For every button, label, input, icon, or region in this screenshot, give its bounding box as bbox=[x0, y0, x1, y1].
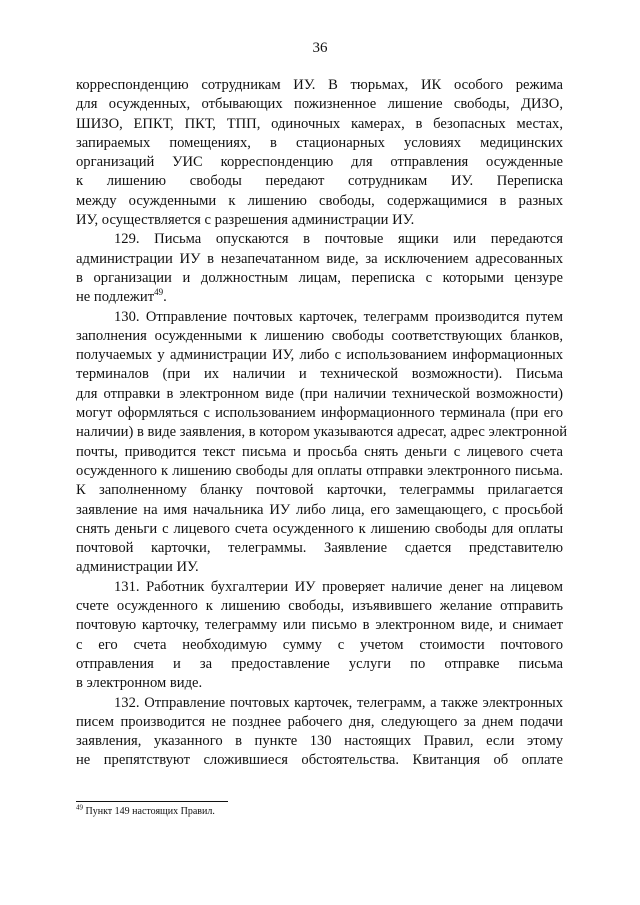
text-line-content: в организации и должностным лицам, переписка с которыми цензуре bbox=[76, 269, 563, 286]
text-line bbox=[76, 732, 563, 751]
text-line-content: снять деньги с лицевого счета осужденного к лишению свободы для оплаты bbox=[76, 520, 563, 537]
text-line-content: получаемых у администрации ИУ, либо с использованием информационных bbox=[76, 347, 563, 364]
text-line-content: почты, приводится текст письма и просьба снять деньги с лицевого счета bbox=[76, 443, 563, 460]
text-line-content: писем производится не позднее рабочего дня, следующего за днем подачи bbox=[76, 713, 563, 730]
text-line bbox=[76, 385, 563, 404]
text-line-content: не подлежит bbox=[76, 289, 155, 306]
text-line-content: для отправки в электронном виде (при наличии технической возможности) bbox=[76, 385, 563, 402]
text-line bbox=[76, 404, 563, 423]
text-line bbox=[76, 636, 563, 655]
text-line-content: почтовой карточки, телеграммы. Заявление сдается представителю bbox=[76, 540, 563, 557]
text-line bbox=[76, 520, 563, 539]
text-line-content: терминалов (при их наличии и технической возможности). Письма bbox=[76, 366, 563, 383]
text-line-content: осужденного к лишению свободы для оплаты отправки электронного письма. bbox=[76, 462, 563, 479]
text-line-content: заявление на имя начальника ИУ либо лица, его замещающего, с просьбой bbox=[76, 501, 563, 518]
text-line bbox=[76, 365, 563, 384]
text-line bbox=[76, 462, 563, 481]
text-line-content: в электронном виде. bbox=[76, 675, 203, 692]
text-line-content: администрации ИУ. bbox=[76, 559, 199, 576]
text-line-content: заявления, указанного в пункте 130 настоящих Правил, если этому bbox=[76, 733, 563, 750]
text-line bbox=[76, 288, 563, 307]
text-line bbox=[76, 616, 563, 635]
footnote-divider bbox=[76, 801, 228, 802]
text-line bbox=[76, 501, 563, 520]
page-number: 36 bbox=[312, 40, 328, 56]
text-line bbox=[76, 346, 563, 365]
text-line-content: между осужденными к лишению свободы, содержащимися в разных bbox=[76, 192, 563, 209]
text-line-content: корреспонденцию сотрудникам ИУ. В тюрьмах, ИК особого режима bbox=[76, 77, 563, 93]
text-line bbox=[76, 578, 563, 597]
footnote-marker: 49 bbox=[76, 803, 83, 812]
text-line-content: отправления и за предоставление услуги по отправке письма bbox=[76, 655, 563, 672]
body-text bbox=[76, 76, 568, 771]
text-line-content: для осужденных, отбывающих пожизненное лишение свободы, ДИЗО, bbox=[76, 96, 563, 113]
text-line bbox=[76, 95, 563, 114]
text-line-content: наличии) в виде заявления, в котором указываются адресат, адрес электронной bbox=[76, 424, 568, 441]
text-line-content: организаций УИС корреспонденцию для отправления осужденные bbox=[76, 154, 563, 171]
text-line bbox=[76, 134, 563, 153]
text-line bbox=[76, 230, 563, 249]
footnote-text: Пункт 149 настоящих Правил. bbox=[83, 806, 215, 817]
text-line bbox=[76, 655, 563, 674]
text-line bbox=[76, 172, 563, 191]
text-line bbox=[76, 597, 563, 616]
text-line-content: запираемых помещениях, в стационарных условиях медицинских bbox=[76, 134, 563, 151]
text-line-content: 130. Отправление почтовых карточек, телеграмм производится путем bbox=[114, 308, 563, 325]
text-line-content: 131. Работник бухгалтерии ИУ проверяет наличие денег на лицевом bbox=[114, 578, 563, 595]
text-line-content: к лишению свободы передают сотрудникам ИУ. Переписка bbox=[76, 173, 563, 190]
text-line bbox=[76, 423, 568, 442]
text-line bbox=[76, 153, 563, 172]
text-line-content: 129. Письма опускаются в почтовые ящики или передаются bbox=[114, 231, 563, 248]
text-line bbox=[76, 76, 563, 95]
text-line bbox=[76, 751, 563, 770]
text-line bbox=[76, 269, 563, 288]
text-line bbox=[76, 674, 563, 693]
text-line-content: заполнения осужденными к лишению свободы соответствующих бланков, bbox=[76, 327, 563, 344]
text-line-content: ИУ, осуществляется с разрешения администрации ИУ. bbox=[76, 212, 415, 229]
text-line bbox=[76, 250, 563, 269]
text-line-content: с его счета необходимую сумму с учетом стоимости почтового bbox=[76, 636, 563, 653]
footnote-reference: 49 bbox=[154, 287, 164, 298]
text-line bbox=[76, 481, 563, 500]
text-line-content: администрации ИУ в незапечатанном виде, за исключением адресованных bbox=[76, 250, 563, 267]
text-line-content: 132. Отправление почтовых карточек, телеграмм, а также электронных bbox=[114, 694, 563, 711]
text-line-content: могут оформляться с использованием информационного терминала (при его bbox=[76, 405, 563, 422]
text-line-content: счете осужденного к лишению свободы, изъявившего желание отправить bbox=[76, 598, 563, 615]
text-line bbox=[76, 713, 563, 732]
text-line bbox=[76, 558, 563, 577]
text-line bbox=[76, 211, 563, 230]
footnote bbox=[76, 803, 215, 817]
text-line-content: К заполненному бланку почтовой карточки, телеграммы прилагается bbox=[76, 482, 563, 499]
text-line-tail: . bbox=[163, 289, 167, 306]
text-line bbox=[76, 443, 563, 462]
text-line bbox=[76, 539, 563, 558]
text-line bbox=[76, 327, 563, 346]
text-line-content: не препятствуют сложившиеся обстоятельства. Квитанция об оплате bbox=[76, 752, 563, 769]
text-line bbox=[76, 115, 563, 134]
text-line-content: ШИЗО, ЕПКТ, ПКТ, ТПП, одиночных камерах, в безопасных местах, bbox=[76, 115, 563, 132]
text-line-content: почтовую карточку, телеграмму или письмо в электронном виде, и снимает bbox=[76, 617, 563, 634]
text-line bbox=[76, 192, 563, 211]
text-line bbox=[76, 694, 563, 713]
text-line bbox=[76, 308, 563, 327]
